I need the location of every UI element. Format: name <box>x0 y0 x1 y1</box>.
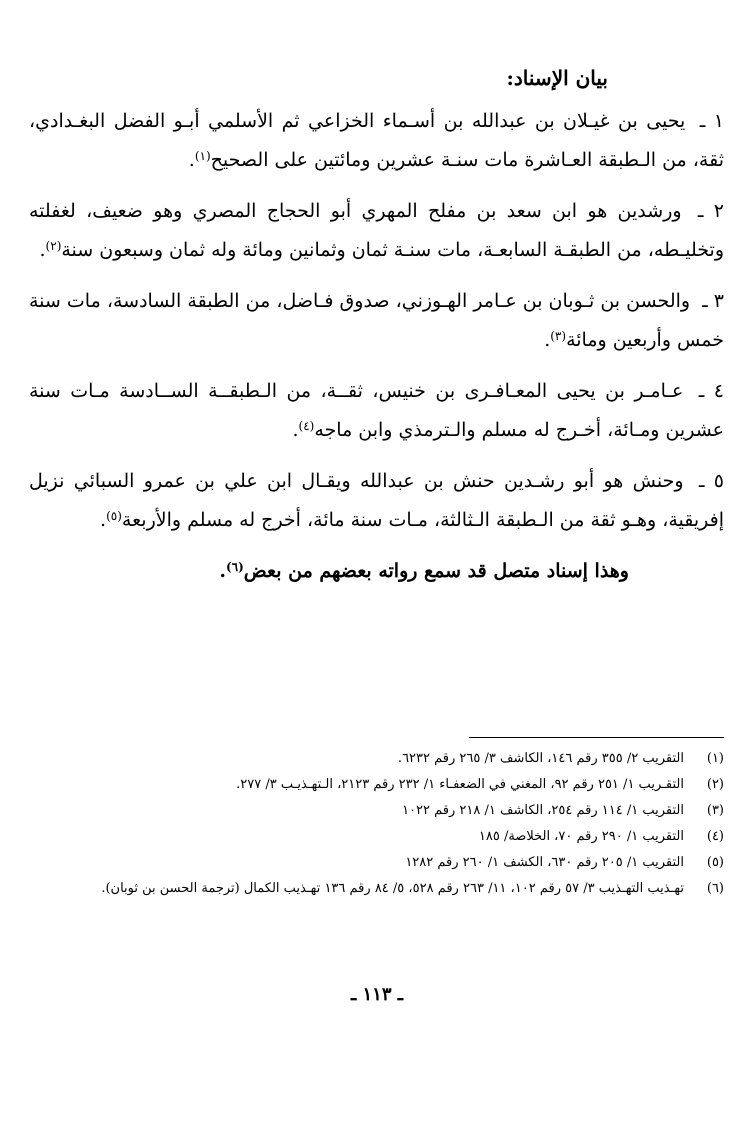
closing-text: وهذا إسناد متصل قد سمع رواته بعضهم من بعض <box>243 560 629 582</box>
footnote-number: (٢) <box>706 777 724 792</box>
closing-statement <box>29 552 629 591</box>
footnote-ref: (٥) <box>106 509 122 523</box>
footnote-text: التقـريب ١/ ٢٥١ رقم ٩٢، المغني في الضعفـاء ١/ ٢٣٢ رقم ٢١٢٣، الـتهـذيـب ٣/ ٢٧٧. <box>236 777 684 792</box>
footnote-ref: (٣) <box>550 329 567 343</box>
paragraph-number: ٥ ـ <box>698 470 725 492</box>
footnote-text: التقريب ٢/ ٣٥٥ رقم ١٤٦، الكاشف ٣/ ٢٦٥ رقم ٦٢٣٢. <box>397 751 684 766</box>
paragraph-text: يحيى بن غيـلان بن عبدالله بن أسـماء الخزاعي ثم الأسلمي أبـو الفضل البغـدادي، ثقة، من الـطبقة العـاشرة مات سنـة عشرين ومائتين على الصحيح <box>29 110 724 171</box>
paragraph-end: . <box>292 419 299 441</box>
paragraph-number: ٤ ـ <box>698 380 724 402</box>
paragraph-end: . <box>544 329 551 351</box>
footnote-ref: (٦) <box>225 560 244 574</box>
paragraph-end: . <box>188 149 195 171</box>
paragraph-text: عـامـر بن يحيى المعـافـرى بن خنيس، ثقــة، من الـطبقــة الســادسة مـات سنة عشرين ومـائة، أخـرج له مسلم والـترمذي وابن ماجه <box>29 380 724 441</box>
footnote-text: التقريب ١/ ٢٠٥ رقم ٦٣٠، الكشف ١/ ٢٦٠ رقم ١٢٨٢ <box>405 855 684 870</box>
narrator-paragraph-1 <box>29 102 724 180</box>
paragraph-text: وحنش هو أبو رشـدين حنش بن عبدالله ويقـال ابن علي بن عمرو السبائي نزيل إفريقية، وهـو ثقة من الـطبقة الـثالثة، مـات سنة مائة، أخرج له مسلم والأربعة <box>29 470 724 531</box>
paragraph-number: ٣ ـ <box>702 290 725 312</box>
narrator-paragraph-5 <box>29 462 724 540</box>
footnote-3 <box>29 798 724 824</box>
paragraph-end: . <box>39 239 46 261</box>
footnote-number: (١) <box>706 751 724 766</box>
paragraph-text: والحسن بن ثـوبان بن عـامر الهـوزني، صدوق فـاضل، من الطبقة السادسة، مات سنة خمس وأربعين ومائة <box>29 290 724 351</box>
footnotes <box>29 746 724 902</box>
footnote-number: (٥) <box>706 855 724 870</box>
footnote-5 <box>29 850 724 876</box>
footnote-number: (٣) <box>706 803 724 818</box>
section-heading: بيان الإسناد: <box>506 66 608 90</box>
paragraph-text: ورشدين هو ابن سعد بن مفلح المهري أبو الحجاج المصري وهو ضعيف، لغفلته وتخليـطه، من الطبقـة السابعـة، مات سنـة ثمان وثمانين ومائة وله ثمان وسبعون سنة <box>29 200 724 261</box>
closing-end: . <box>219 560 226 582</box>
narrator-paragraph-2 <box>29 192 724 270</box>
footnote-4 <box>29 824 724 850</box>
footnote-text: تهـذيب التهـذيب ٣/ ٥٧ رقم ١٠٢، ١١/ ٢٦٣ رقم ٥٢٨، ٥/ ٨٤ رقم ١٣٦ تهـذيب الكمال (ترجمة الحسن بن ثوبان). <box>101 881 684 896</box>
footnote-number: (٤) <box>706 829 724 844</box>
narrator-paragraph-3 <box>29 282 724 360</box>
main-body <box>29 102 724 603</box>
footnote-1 <box>29 746 724 772</box>
narrator-paragraph-4 <box>29 372 724 450</box>
footnote-divider <box>469 737 724 738</box>
paragraph-end: . <box>100 509 107 531</box>
paragraph-number: ١ ـ <box>699 110 725 132</box>
footnote-text: التقريب ١/ ١١٤ رقم ٢٥٤، الكاشف ١/ ٢١٨ رقم ١٠٢٢ <box>402 803 684 818</box>
footnote-ref: (١) <box>194 149 211 163</box>
footnote-number: (٦) <box>706 881 724 896</box>
footnote-2 <box>29 772 724 798</box>
footnote-text: التقريب ١/ ٢٩٠ رقم ٧٠، الخلاصة/ ١٨٥ <box>478 829 684 844</box>
paragraph-number: ٢ ـ <box>697 200 724 222</box>
footnote-ref: (٢) <box>45 239 62 253</box>
footnote-6 <box>29 876 724 902</box>
page-number: ـ ١١٣ ـ <box>350 984 404 1005</box>
footnote-ref: (٤) <box>298 419 315 433</box>
